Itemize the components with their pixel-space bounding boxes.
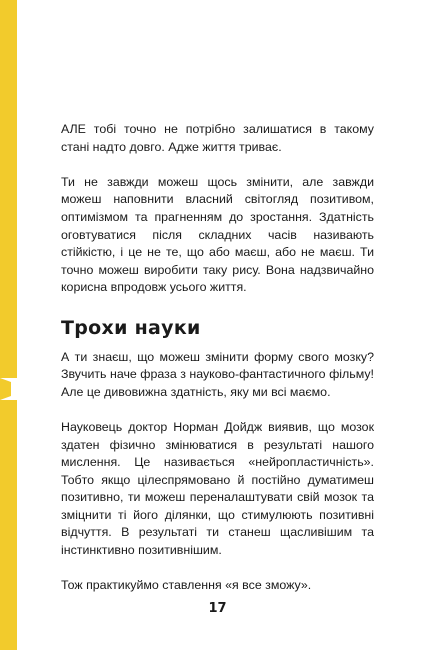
paragraph: Науковець доктор Норман Дойдж виявив, що мозок здатен фізично змінюватися в результаті нашого мислення. Це називається «нейропластичність». Тобто якщо цілеспрямовано й постійно думатимеш позитивно, ти можеш переналаштувати свій мозок та зміцнити ті його ділянки, що стимулюють позитивні відчуття. В результаті ти станеш щасливішим та інстинктивно позитивнішим. [61, 419, 374, 558]
paragraph: Ти не завжди можеш щось змінити, але завжди можеш наповнити власний світогляд позитивом, оптимізмом та прагненням до зростання. Здатність оговтуватися після складних часів називають стійкістю, і це не те, що або маєш, або не маєш. Ти точно можеш виробити таку рису. Вона надзвичайно корисна впродовж усього життя. [61, 174, 374, 295]
paragraph: АЛЕ тобі точно не потрібно залишатися в такому стані надто довго. Адже життя триває. [61, 122, 374, 154]
paragraph: Тож практикуймо ставлення «я все зможу». [61, 578, 312, 593]
edge-notch-mark [0, 378, 11, 400]
section-heading: Трохи науки [61, 316, 201, 339]
body-text [61, 121, 374, 612]
accent-edge-strip [0, 0, 17, 378]
paragraph: А ти знаєш, що можеш змінити форму свого мозку? Звучить наче фраза з науково-фантастичного фільму! Але це дивовижна здатність, яку ми всі маємо. [61, 349, 374, 399]
page-number: 17 [208, 601, 227, 616]
